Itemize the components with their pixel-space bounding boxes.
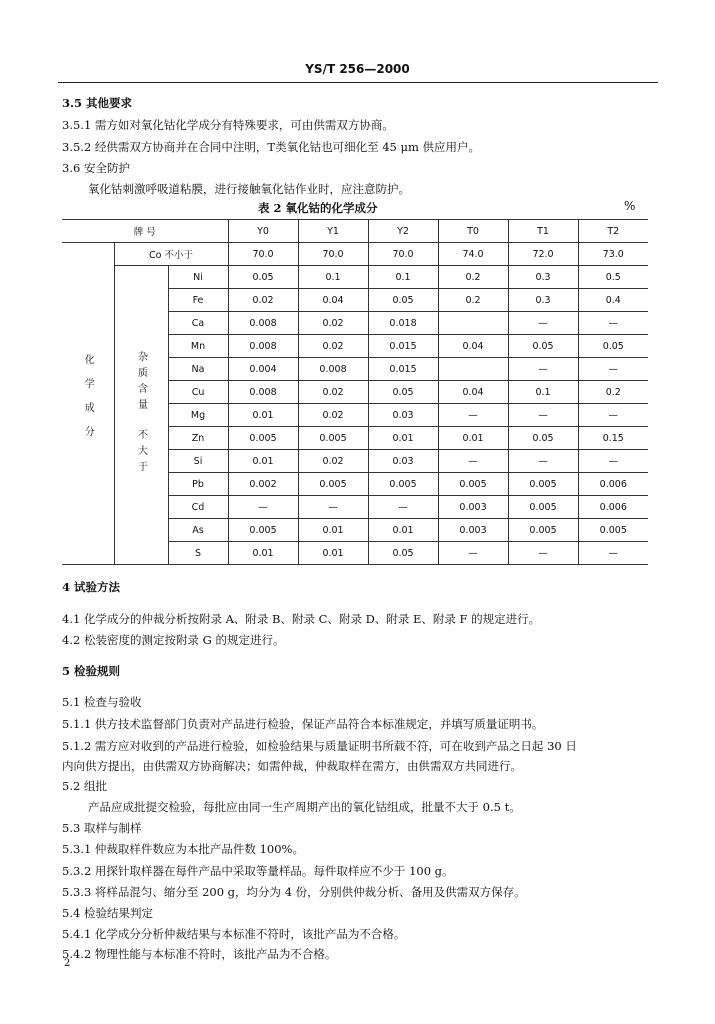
grade-header: Y2 <box>368 220 438 243</box>
section-5-heading: 5 检验规则 <box>62 664 121 678</box>
element-cell: Si <box>168 450 228 473</box>
value-cell: 0.006 <box>578 473 648 496</box>
grade-header: Y0 <box>228 220 298 243</box>
co-value: 73.0 <box>578 243 648 266</box>
value-cell: 0.008 <box>228 381 298 404</box>
chemical-composition-table <box>62 219 648 565</box>
value-cell: 0.1 <box>298 266 368 289</box>
value-cell: 0.03 <box>368 450 438 473</box>
element-cell: Cu <box>168 381 228 404</box>
table-row <box>62 266 648 289</box>
co-value: 74.0 <box>438 243 508 266</box>
value-cell: 0.005 <box>508 473 578 496</box>
value-cell: 0.008 <box>298 358 368 381</box>
table-unit: % <box>624 199 636 213</box>
value-cell: 0.04 <box>298 289 368 312</box>
clause-3-6-text: 氧化钴刺激呼吸道粘膜，进行接触氧化钴作业时，应注意防护。 <box>88 182 410 196</box>
section-5-1-heading: 5.1 检查与验收 <box>62 695 142 709</box>
value-cell: 0.05 <box>228 266 298 289</box>
value-cell: 0.3 <box>508 266 578 289</box>
table-caption: 表 2 氧化钴的化学成分 <box>258 201 378 215</box>
value-cell: — <box>578 542 648 565</box>
value-cell: 0.01 <box>228 450 298 473</box>
side-label: 化学成分 <box>82 354 94 450</box>
value-cell: 0.015 <box>368 358 438 381</box>
value-cell: 0.02 <box>298 450 368 473</box>
grade-header: T1 <box>508 220 578 243</box>
value-cell: — <box>578 404 648 427</box>
value-cell: 0.005 <box>228 519 298 542</box>
section-5-4-heading: 5.4 检验结果判定 <box>62 906 153 920</box>
impurity-label-cell <box>114 266 168 565</box>
value-cell: 0.01 <box>228 404 298 427</box>
value-cell: — <box>508 542 578 565</box>
section-3-5-heading: 3.5 其他要求 <box>62 96 133 110</box>
value-cell: 0.01 <box>368 519 438 542</box>
side-label-cell <box>62 243 114 565</box>
value-cell: — <box>508 404 578 427</box>
value-cell <box>438 312 508 335</box>
value-cell: 0.05 <box>508 335 578 358</box>
value-cell: — <box>438 450 508 473</box>
clause-5-4-2: 5.4.2 物理性能与本标准不符时，该批产品为不合格。 <box>62 947 337 961</box>
impurity-label: 杂质含量 <box>135 350 147 415</box>
clause-4-2: 4.2 松装密度的测定按附录 G 的规定进行。 <box>62 633 285 647</box>
clause-3-5-2: 3.5.2 经供需双方协商并在合同中注明，T类氧化钴也可细化至 45 μm 供应用户。 <box>62 140 481 154</box>
grade-header: Y1 <box>298 220 368 243</box>
value-cell: 0.05 <box>368 289 438 312</box>
value-cell: 0.1 <box>368 266 438 289</box>
value-cell: 0.02 <box>298 381 368 404</box>
value-cell: 0.003 <box>438 519 508 542</box>
value-cell <box>438 358 508 381</box>
clause-5-1-2-line1: 5.1.2 需方应对收到的产品进行检验，如检验结果与质量证明书所载不符，可在收到产品之日起 30 日 <box>62 739 577 753</box>
value-cell: 0.1 <box>508 381 578 404</box>
value-cell: — <box>508 312 578 335</box>
value-cell: — <box>228 496 298 519</box>
value-cell: 0.04 <box>438 381 508 404</box>
value-cell: 0.04 <box>438 335 508 358</box>
table-header-row <box>62 220 648 243</box>
section-4-heading: 4 试验方法 <box>62 580 121 594</box>
value-cell: 0.05 <box>508 427 578 450</box>
clause-5-3-1: 5.3.1 仲裁取样件数应为本批产品件数 100%。 <box>62 842 304 856</box>
section-3-6-heading: 3.6 安全防护 <box>62 161 130 175</box>
value-cell: 0.01 <box>298 542 368 565</box>
value-cell: 0.2 <box>438 266 508 289</box>
clause-5-3-3: 5.3.3 将样品混匀、缩分至 200 g，均分为 4 份，分别供仲裁分析、备用及供需双方保存。 <box>62 885 526 899</box>
value-cell: 0.05 <box>578 335 648 358</box>
section-5-3-heading: 5.3 取样与制样 <box>62 821 142 835</box>
element-cell: Zn <box>168 427 228 450</box>
grade-header: T0 <box>438 220 508 243</box>
header-rule <box>58 82 658 83</box>
element-cell: Fe <box>168 289 228 312</box>
value-cell: 0.005 <box>368 473 438 496</box>
standard-code-header: YS/T 256—2000 <box>305 62 410 76</box>
element-cell: Ca <box>168 312 228 335</box>
value-cell: 0.008 <box>228 312 298 335</box>
value-cell: 0.005 <box>578 519 648 542</box>
element-cell: Ni <box>168 266 228 289</box>
value-cell: 0.02 <box>228 289 298 312</box>
element-cell: As <box>168 519 228 542</box>
value-cell: 0.006 <box>578 496 648 519</box>
value-cell: 0.2 <box>438 289 508 312</box>
value-cell: 0.005 <box>438 473 508 496</box>
value-cell: — <box>438 404 508 427</box>
value-cell: 0.05 <box>368 381 438 404</box>
element-cell: Na <box>168 358 228 381</box>
value-cell: 0.005 <box>508 519 578 542</box>
clause-5-1-2-line2: 内向供方提出，由供需双方协商解决；如需仲裁，仲裁取样在需方，由供需双方共同进行。 <box>62 759 522 773</box>
value-cell: 0.01 <box>228 542 298 565</box>
brand-label: 牌 号 <box>62 220 228 243</box>
value-cell: 0.02 <box>298 312 368 335</box>
value-cell: 0.4 <box>578 289 648 312</box>
value-cell: 0.005 <box>508 496 578 519</box>
clause-3-5-1: 3.5.1 需方如对氧化钴化学成分有特殊要求，可由供需双方协商。 <box>62 118 394 132</box>
clause-5-1-1: 5.1.1 供方技术监督部门负责对产品进行检验，保证产品符合本标准规定，并填写质量证明书。 <box>62 717 544 731</box>
value-cell: 0.01 <box>438 427 508 450</box>
element-cell: Mn <box>168 335 228 358</box>
clause-4-1: 4.1 化学成分的仲裁分析按附录 A、附录 B、附录 C、附录 D、附录 E、附录 F 的规定进行。 <box>62 612 541 626</box>
value-cell: 0.005 <box>228 427 298 450</box>
clause-5-2-text: 产品应成批提交检验，每批应由同一生产周期产出的氧化钴组成，批量不大于 0.5 t。 <box>88 800 521 814</box>
co-row <box>62 243 648 266</box>
section-5-2-heading: 5.2 组批 <box>62 779 107 793</box>
value-cell: — <box>578 450 648 473</box>
co-value: 72.0 <box>508 243 578 266</box>
value-cell: 0.3 <box>508 289 578 312</box>
value-cell: 0.01 <box>368 427 438 450</box>
value-cell: 0.015 <box>368 335 438 358</box>
value-cell: 0.01 <box>298 519 368 542</box>
co-value: 70.0 <box>298 243 368 266</box>
value-cell: 0.005 <box>298 473 368 496</box>
element-cell: Cd <box>168 496 228 519</box>
value-cell: 0.15 <box>578 427 648 450</box>
clause-5-4-1: 5.4.1 化学成分分析仲裁结果与本标准不符时，该批产品为不合格。 <box>62 927 406 941</box>
element-cell: S <box>168 542 228 565</box>
clause-5-3-2: 5.3.2 用探针取样器在每件产品中采取等量样品。每件取样应不少于 100 g。 <box>62 864 454 878</box>
value-cell: — <box>298 496 368 519</box>
element-cell: Mg <box>168 404 228 427</box>
value-cell: 0.004 <box>228 358 298 381</box>
value-cell: 0.003 <box>438 496 508 519</box>
value-cell: 0.02 <box>298 335 368 358</box>
value-cell: — <box>508 358 578 381</box>
value-cell: 0.5 <box>578 266 648 289</box>
value-cell: 0.02 <box>298 404 368 427</box>
co-value: 70.0 <box>228 243 298 266</box>
value-cell: — <box>438 542 508 565</box>
notmore-label: 不大于 <box>135 428 147 477</box>
value-cell: 0.002 <box>228 473 298 496</box>
value-cell: 0.005 <box>298 427 368 450</box>
value-cell: — <box>578 358 648 381</box>
value-cell: 0.008 <box>228 335 298 358</box>
value-cell: 0.05 <box>368 542 438 565</box>
value-cell: — <box>368 496 438 519</box>
co-label: Co 不小于 <box>114 243 228 266</box>
value-cell: 0.03 <box>368 404 438 427</box>
grade-header: T2 <box>578 220 648 243</box>
page-number: 2 <box>64 958 71 969</box>
value-cell: 0.2 <box>578 381 648 404</box>
value-cell: — <box>508 450 578 473</box>
element-cell: Pb <box>168 473 228 496</box>
value-cell: — <box>578 312 648 335</box>
co-value: 70.0 <box>368 243 438 266</box>
value-cell: 0.018 <box>368 312 438 335</box>
